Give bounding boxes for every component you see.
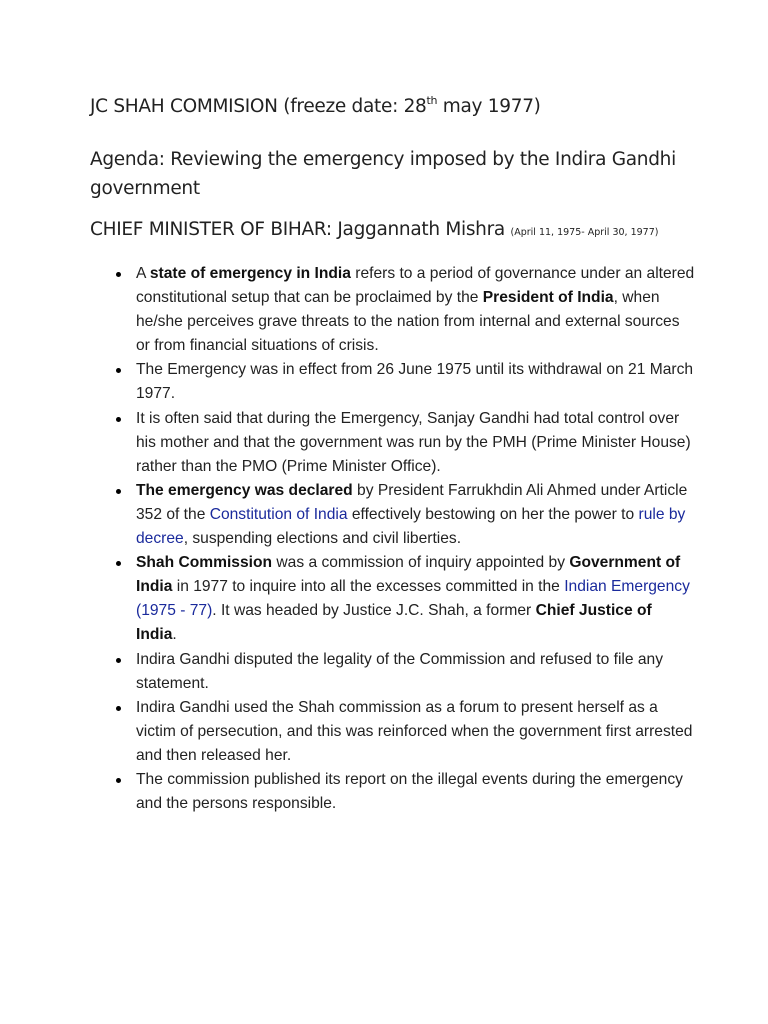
- page-title: [90, 96, 541, 117]
- bullet-item-sanjay-gandhi: It is often said that during the Emergency, Sanjay Gandhi had total control over his mother and that the government was run by the PMH (Prime Minister House) rather than the PMO (Prime Minister Office).: [136, 407, 696, 479]
- bullet-item-legality-disputed: Indira Gandhi disputed the legality of the Commission and refused to file any statement.: [136, 648, 696, 696]
- bullet-item-report-published: The commission published its report on the illegal events during the emergency and the persons responsible.: [136, 768, 696, 816]
- indian-emergency-link[interactable]: Indian Emergency (1975 - 77): [136, 578, 690, 620]
- chief-minister-tenure: (April 11, 1975- April 30, 1977): [510, 227, 659, 238]
- chief-justice-term: Chief Justice of India: [136, 602, 652, 644]
- title-superscript: th: [426, 94, 438, 107]
- bullet-item-emergency-definition: A state of emergency in India refers to a period of governance under an altered constitutional setup that can be proclaimed by the President of India, when he/she perceives grave threats to the nation from internal and external sources or from financial situations of crisis.: [136, 262, 696, 358]
- title-suffix: may 1977): [437, 96, 541, 117]
- agenda-line: Agenda: Reviewing the emergency imposed by the Indira Gandhi government: [90, 149, 676, 199]
- constitution-of-india-link[interactable]: Constitution of India: [209, 505, 348, 523]
- shah-commission-term: Shah Commission: [136, 554, 273, 572]
- chief-minister-line: [90, 219, 658, 240]
- bullet-item-shah-commission: Shah Commission was a commission of inquiry appointed by Government of India in 1977 to inquire into all the excesses committed in the Indian Emergency (1975 - 77). It was headed by Justice J.C. Shah, a former Chief Justice of India.: [136, 551, 696, 647]
- bullet-list: [136, 262, 696, 816]
- bullet-item-declaration: The emergency was declared by President Farrukhdin Ali Ahmed under Article 352 of the Constitution of India effectively bestowing on her the power to rule by decree, suspending elections and civil liberties.: [136, 479, 696, 551]
- title-prefix: JC SHAH COMMISION (freeze date: 28: [90, 96, 427, 117]
- rule-by-decree-link[interactable]: rule by decree: [136, 505, 686, 548]
- chief-minister-label: CHIEF MINISTER OF BIHAR: Jaggannath Mishra: [90, 219, 511, 240]
- bullet-item-emergency-period: The Emergency was in effect from 26 June 1975 until its withdrawal on 21 March 1977.: [136, 358, 696, 406]
- emergency-declared-term: The emergency was declared: [136, 481, 353, 499]
- government-of-india-term: Government of India: [136, 554, 681, 596]
- state-of-emergency-term: state of emergency in India: [149, 265, 351, 282]
- president-of-india-term: President of India: [482, 289, 614, 307]
- bullet-item-victim-narrative: Indira Gandhi used the Shah commission as a forum to present herself as a victim of persecution, and this was reinforced when the government first arrested and then released her.: [136, 696, 696, 768]
